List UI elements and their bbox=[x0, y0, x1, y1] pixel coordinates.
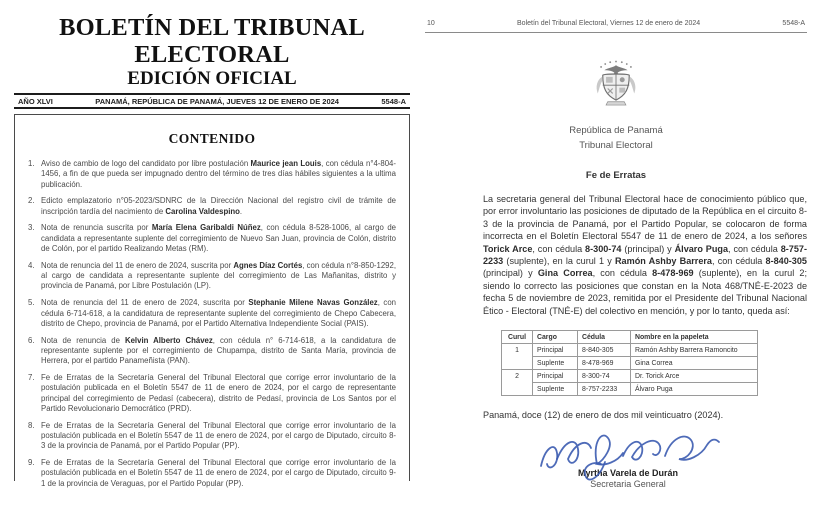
toc-item-number: 7. bbox=[28, 373, 35, 383]
toc-item-text: Edicto emplazatorio n°05-2023/SDNRC de la Dirección Nacional del registro civil de trámite de inscripción tardía del nacimiento de Carolina Valdespino. bbox=[41, 196, 396, 216]
cell-cedula: 8-840-305 bbox=[578, 344, 631, 357]
table-row bbox=[502, 383, 758, 396]
contents-heading: CONTENIDO bbox=[168, 131, 256, 146]
col-header-curul: Curul bbox=[502, 331, 533, 344]
col-header-cargo: Cargo bbox=[533, 331, 578, 344]
cell-curul: 2 bbox=[502, 370, 533, 396]
toc-item-number: 1. bbox=[28, 159, 35, 168]
toc-item bbox=[28, 298, 396, 329]
toc-item-number: 4. bbox=[28, 260, 35, 270]
cell-nombre: Álvaro Puga bbox=[631, 383, 758, 396]
masthead bbox=[14, 93, 410, 109]
cell-cedula: 8-757-2233 bbox=[578, 383, 631, 396]
toc-item bbox=[28, 159, 396, 190]
cell-nombre: Ramón Ashby Barrera Ramoncito bbox=[631, 344, 758, 357]
erratas-paragraph: La secretaria general del Tribunal Electoral hace de conocimiento público que, por error involuntario las posiciones de diputado de la República en el circuito 8-3 de la provincia de Panamá, por el Partido Popular, se colocaron de forma incorrecta en el Boletín Electoral 5547 de 11 de enero de 2024, a los señores Torick Arce, con cédula 8-300-74 (principal) y Álvaro Puga, con cédula 8-757-2233 (suplente), en la curul 1 y Ramón Ashby Barrera, con cédula 8-840-305 (principal) y Gina Correa, con cédula 8-478-969 (suplente), en la curul 2; siendo lo correcto las posiciones que constan en la Nota 468/TNÉ-E-2023 de fecha 5 de noviembre de 2023, remitida por el Presidente del Tribunal Nacional Ético - Electoral (TNÉ-E) del colectivo en mención, y por lo tanto, queda así: bbox=[483, 194, 807, 316]
page-number: 10 bbox=[427, 20, 435, 27]
erratas-table bbox=[501, 330, 758, 396]
signer-role: Secretaria General bbox=[590, 479, 666, 490]
table-row bbox=[502, 357, 758, 370]
toc-item-text: Nota de renuncia del 11 de enero de 2024, suscrita por Agnes Díaz Cortés, con cédula n°8-850-1292, al cargo de candidata a representante suplente del corregimiento de Las Mañanitas, distrito y provincia de Panamá, por Libre Postulación (LP). bbox=[41, 260, 397, 291]
toc-item bbox=[28, 261, 396, 292]
toc-item-text: Fe de Erratas de la Secretaría General del Tribunal Electoral que corrige error involuntario de la postulación publicada en el Boletín 5547 de 11 de enero de 2024, por el cargo de Diputado, circuito 9-1 de la provincia de Veraguas, por el Partido Popular (PP). bbox=[41, 458, 396, 488]
toc-item bbox=[28, 196, 396, 217]
toc-item-text: Nota de renuncia de Kelvin Alberto Chávez, con cédula n° 6-714-618, a la candidatura de representante suplente por el corregimiento de Chupampa, distrito de Santa María, provincia de Herrera, por el partido Panameñista (PAN). bbox=[41, 335, 396, 366]
seal-block bbox=[425, 57, 807, 153]
toc-item-text: Nota de renuncia del 11 de enero de 2024, suscrita por Stephanie Milene Navas González, con cédula 6-714-618, a la candidatura de representante suplente del corregimiento de Chepo Cabecera, distrito de Chepo, provincia de Panamá, por el Partido Alternativa Independiente Social (PAIS). bbox=[41, 298, 396, 328]
cell-nombre: Gina Correa bbox=[631, 357, 758, 370]
signature-block bbox=[523, 438, 733, 490]
toc-item-number: 6. bbox=[28, 335, 35, 345]
seal-caption-line1: República de Panamá bbox=[569, 125, 663, 136]
toc-item bbox=[28, 458, 396, 489]
toc-item bbox=[28, 223, 396, 254]
section-title: Fe de Erratas bbox=[585, 170, 647, 181]
edition-number: 5548-A bbox=[782, 20, 805, 27]
seal-caption bbox=[425, 124, 807, 153]
bulletin-subtitle: EDICIÓN OFICIAL bbox=[127, 68, 297, 89]
toc-item-text: Aviso de cambio de logo del candidato por libre postulación Maurice jean Louis, con cédula n°4-804-1456, a fin de que pueda ser impugnado dentro del término de tres días hábiles siguientes a la ultima publicación. bbox=[41, 159, 396, 189]
toc-item bbox=[28, 336, 396, 367]
cell-cargo: Suplente bbox=[533, 383, 578, 396]
table-row bbox=[502, 344, 758, 357]
running-title: Boletín del Tribunal Electoral, Viernes 12 de enero de 2024 bbox=[517, 20, 701, 27]
toc-item bbox=[28, 421, 396, 452]
date-line: Panamá, doce (12) de enero de dos mil veinticuatro (2024). bbox=[483, 410, 724, 421]
contents-box bbox=[14, 114, 410, 488]
toc-item-number: 9. bbox=[28, 458, 35, 468]
cell-cedula: 8-478-969 bbox=[578, 357, 631, 370]
cell-cargo: Principal bbox=[533, 344, 578, 357]
bulletin-title: BOLETÍN DEL TRIBUNAL ELECTORAL bbox=[59, 14, 365, 68]
table-row bbox=[502, 370, 758, 383]
masthead-edition-number: 5548-A bbox=[381, 96, 406, 106]
toc-item-text: Fe de Erratas de la Secretaría General del Tribunal Electoral que corrige error involuntario de la postulación publicada en el Boletín 5547 de 11 de enero de 2024, por el cargo de representante principal del corregimiento de Pedasí (cabecera), distrito de Pedasí, provincia de Los Santos por el Partido Revolucionario Democrático (PRD). bbox=[41, 373, 396, 413]
erratas-body bbox=[483, 193, 807, 490]
toc-item bbox=[28, 373, 396, 414]
cell-cargo: Principal bbox=[533, 370, 578, 383]
toc-item-number: 5. bbox=[28, 298, 35, 308]
toc-item-text: Nota de renuncia suscrita por María Elena Garibaldi Núñez, con cédula 8-528-1006, al cargo de candidata a representante suplente del corregimiento de Nuevo San Juan, provincia de Colón, distrito de Colón, por el partido Realizando Metas (RM). bbox=[41, 223, 396, 254]
toc-item-number: 3. bbox=[28, 223, 35, 233]
seal-caption-line2: Tribunal Electoral bbox=[579, 139, 653, 151]
cell-curul: 1 bbox=[502, 344, 533, 370]
cell-cedula: 8-300-74 bbox=[578, 370, 631, 383]
panama-coat-of-arms-icon bbox=[590, 102, 642, 119]
page-header bbox=[425, 6, 807, 33]
cell-cargo: Suplente bbox=[533, 357, 578, 370]
cell-nombre: Dr. Torick Arce bbox=[631, 370, 758, 383]
masthead-year: AÑO XLVI bbox=[18, 96, 53, 106]
signer-name: Myrtha Varela de Durán bbox=[577, 468, 679, 479]
masthead-place-date: PANAMÁ, REPÚBLICA DE PANAMÁ, JUEVES 12 DE ENERO DE 2024 bbox=[95, 96, 339, 106]
toc-item-number: 8. bbox=[28, 420, 35, 430]
col-header-cedula: Cédula bbox=[578, 331, 631, 344]
toc-item-text: Fe de Erratas de la Secretaría General del Tribunal Electoral que corrige error involuntario de la postulación publicada en el Boletín 5547 de 11 de enero de 2024, por el cargo de Diputado, circuito 8-3 de la provincia de Panamá, por el Partido Popular (PP). bbox=[41, 420, 396, 451]
left-page bbox=[14, 10, 410, 488]
toc-item-number: 2. bbox=[28, 196, 35, 206]
col-header-nombre: Nombre en la papeleta bbox=[631, 331, 758, 344]
right-page bbox=[425, 6, 807, 490]
table-header-row bbox=[502, 331, 758, 344]
